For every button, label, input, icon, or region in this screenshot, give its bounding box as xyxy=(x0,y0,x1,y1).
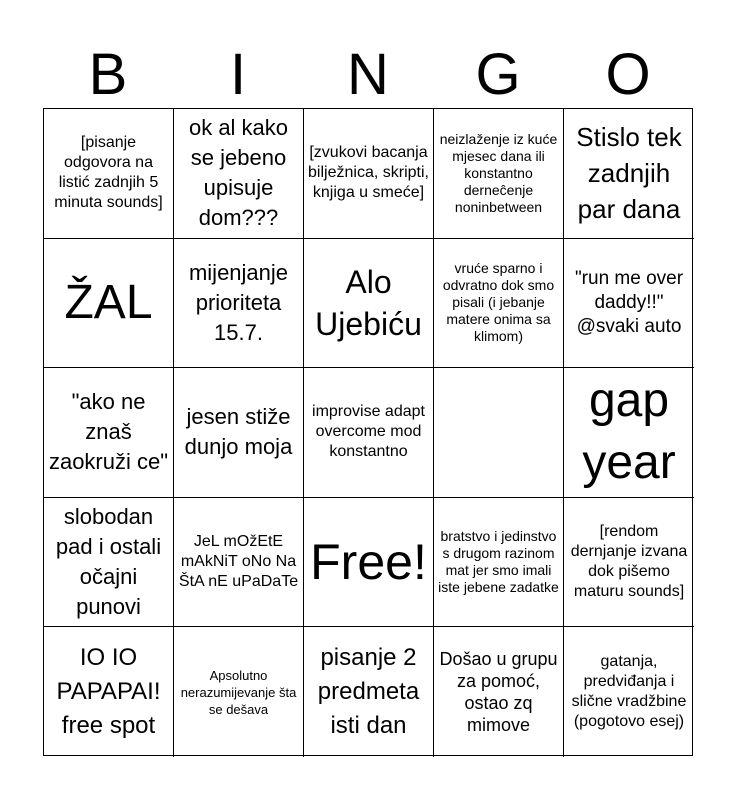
bingo-cell[interactable] xyxy=(564,109,694,239)
bingo-grid xyxy=(43,108,693,756)
bingo-cell[interactable] xyxy=(174,109,304,239)
cell-text: pisanje 2 predmeta isti dan xyxy=(317,644,420,740)
cell-text: neizlaženje iz kuće mjesec dana ili konstantno derneĉenje noninbetween xyxy=(439,130,558,215)
cell-text: bratstvo i jedinstvo s drugom razinom mat jer smo imali iste jebene zadatke xyxy=(438,528,559,596)
bingo-cell[interactable] xyxy=(564,627,694,757)
bingo-cell-empty[interactable] xyxy=(434,368,564,498)
cell-text: slobodan pad i ostali očajni punovi xyxy=(55,504,162,620)
bingo-cell[interactable] xyxy=(434,109,564,239)
bingo-cell[interactable] xyxy=(44,627,174,757)
bingo-cell[interactable] xyxy=(44,368,174,498)
header-letter-i: I xyxy=(229,42,247,107)
cell-text: ok al kako se jebeno upisuje dom??? xyxy=(188,115,289,231)
bingo-cell[interactable] xyxy=(564,368,694,498)
cell-text: jesen stiže dunjo moja xyxy=(184,404,293,460)
bingo-cell[interactable] xyxy=(434,239,564,369)
cell-text: Stislo tek zadnjih par dana xyxy=(576,122,682,225)
cell-text: ŽAL xyxy=(64,275,153,329)
bingo-cell[interactable] xyxy=(174,368,304,498)
cell-text: mijenjanje prioriteta 15.7. xyxy=(188,259,289,345)
cell-text: Alo Ujebiću xyxy=(315,263,422,342)
header-letter-g: G xyxy=(475,42,521,107)
cell-text: [pisanje odgovora na listić zadnjih 5 minuta sounds] xyxy=(54,134,163,212)
cell-text: vruće sparno i odvratno dok smo pisali (i jebanje matere onima sa klimom) xyxy=(442,260,555,345)
cell-text: JeL mOžEtE mAkNiT oNo Na ŠtA nE uPaDaTe xyxy=(178,533,299,591)
bingo-cell[interactable] xyxy=(44,498,174,628)
cell-text: "run me over daddy!!" @svaki auto xyxy=(574,267,684,337)
bingo-cell[interactable] xyxy=(174,498,304,628)
cell-text: gatanja, predviđanja i slične vradžbine (pogotovo esej) xyxy=(571,653,687,731)
cell-text: [zvukovi bacanja bilježnica, skripti, knjiga u smeće] xyxy=(308,144,429,202)
header-letter-o: O xyxy=(605,42,651,107)
bingo-cell[interactable] xyxy=(304,239,434,369)
bingo-cell[interactable] xyxy=(564,498,694,628)
cell-text: improvise adapt overcome mod konstantno xyxy=(312,403,425,461)
bingo-cell[interactable] xyxy=(434,498,564,628)
bingo-cell[interactable] xyxy=(174,239,304,369)
cell-text: Free! xyxy=(310,534,427,591)
header-letter-n: N xyxy=(347,42,389,107)
header-letter-b: B xyxy=(88,42,128,107)
bingo-cell[interactable] xyxy=(304,109,434,239)
cell-text: IO IO PAPAPAI! free spot xyxy=(56,644,161,740)
cell-text: Apsolutno nerazumijevanje šta se dešava xyxy=(180,667,297,717)
bingo-header xyxy=(43,42,693,108)
cell-text: Došao u grupu za pomoć, ostao zq mimove xyxy=(439,649,558,736)
bingo-cell[interactable] xyxy=(564,239,694,369)
bingo-free-space[interactable] xyxy=(304,498,434,628)
cell-text: "ako ne znaš zaokruži ce" xyxy=(48,389,169,475)
bingo-cell[interactable] xyxy=(434,627,564,757)
bingo-cell[interactable] xyxy=(304,368,434,498)
bingo-cell[interactable] xyxy=(44,239,174,369)
bingo-cell[interactable] xyxy=(304,627,434,757)
bingo-cell[interactable] xyxy=(174,627,304,757)
cell-text: gap year xyxy=(582,374,676,490)
bingo-cell[interactable] xyxy=(44,109,174,239)
cell-text: [rendom dernjanje izvana dok pišemo maturu sounds] xyxy=(570,523,688,601)
